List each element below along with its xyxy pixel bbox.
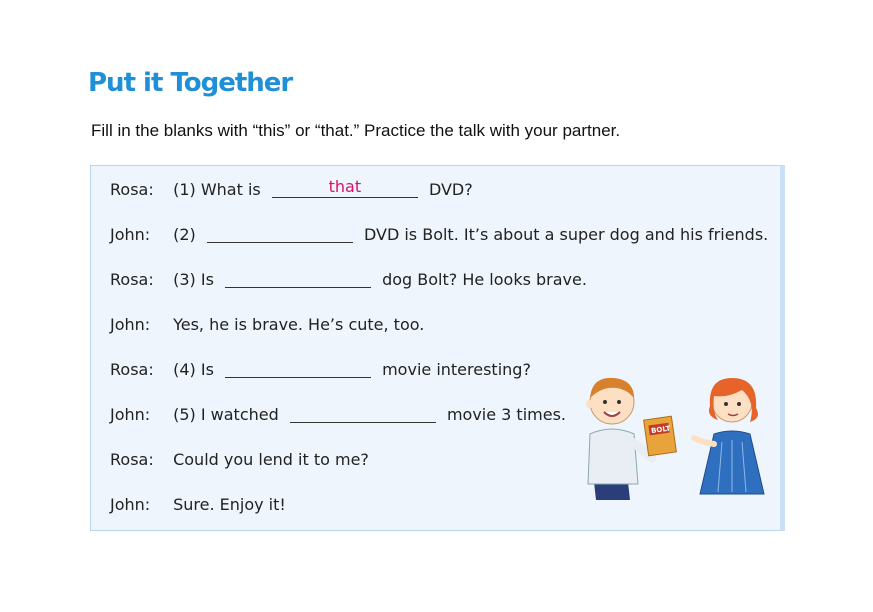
dialogue-line-6: [110, 403, 566, 427]
line-text-pre: (1) What is: [173, 180, 261, 199]
speaker-label: Rosa:: [110, 270, 154, 289]
filled-answer: that: [328, 177, 362, 196]
line-text-pre: (4) Is: [173, 360, 214, 379]
boy-figure: [586, 378, 652, 500]
dialogue-line-5: [110, 358, 531, 382]
dialogue-line-8: [110, 493, 286, 517]
put-it-together-logo: [88, 68, 298, 108]
line-text-post: DVD is Bolt. It’s about a super dog and his friends.: [363, 225, 769, 244]
dialogue-line-3: [110, 268, 587, 292]
dialogue-box-edge: [780, 165, 785, 531]
line-text-post: movie 3 times.: [446, 405, 566, 424]
speaker-label: Rosa:: [110, 450, 154, 469]
answer-blank-3[interactable]: [225, 271, 371, 288]
line-text-post: DVD?: [428, 180, 473, 199]
logo-text: Put it Together: [88, 68, 293, 98]
dialogue-line-4: [110, 313, 424, 337]
dialogue-line-7: [110, 448, 369, 472]
line-text-post: movie interesting?: [382, 360, 531, 379]
speaker-label: John:: [110, 405, 151, 424]
line-text-pre: (3) Is: [173, 270, 214, 289]
answer-blank-4[interactable]: [225, 361, 371, 378]
dialogue-line-1: [110, 178, 473, 202]
line-text-pre: (2): [173, 225, 196, 244]
speaker-label: John:: [110, 225, 151, 244]
dialogue-line-2: [110, 223, 768, 247]
line-text: Yes, he is brave. He’s cute, too.: [173, 315, 425, 334]
line-text-post: dog Bolt? He looks brave.: [382, 270, 587, 289]
instruction-text: Fill in the blanks with “this” or “that.” Practice the talk with your partner.: [91, 121, 621, 140]
line-text: Could you lend it to me?: [173, 450, 369, 469]
speaker-label: John:: [110, 495, 151, 514]
answer-blank-1[interactable]: [272, 177, 418, 198]
dvd-case: [644, 416, 677, 456]
dvd-label: BOLT: [650, 424, 671, 436]
line-text-pre: (5) I watched: [173, 405, 279, 424]
speaker-label: John:: [110, 315, 151, 334]
answer-blank-2[interactable]: [207, 226, 353, 243]
answer-blank-5[interactable]: [290, 406, 436, 423]
speaker-label: Rosa:: [110, 360, 154, 379]
girl-figure: [694, 378, 764, 494]
line-text: Sure. Enjoy it!: [173, 495, 286, 514]
kids-illustration: [572, 372, 772, 502]
speaker-label: Rosa:: [110, 180, 154, 199]
